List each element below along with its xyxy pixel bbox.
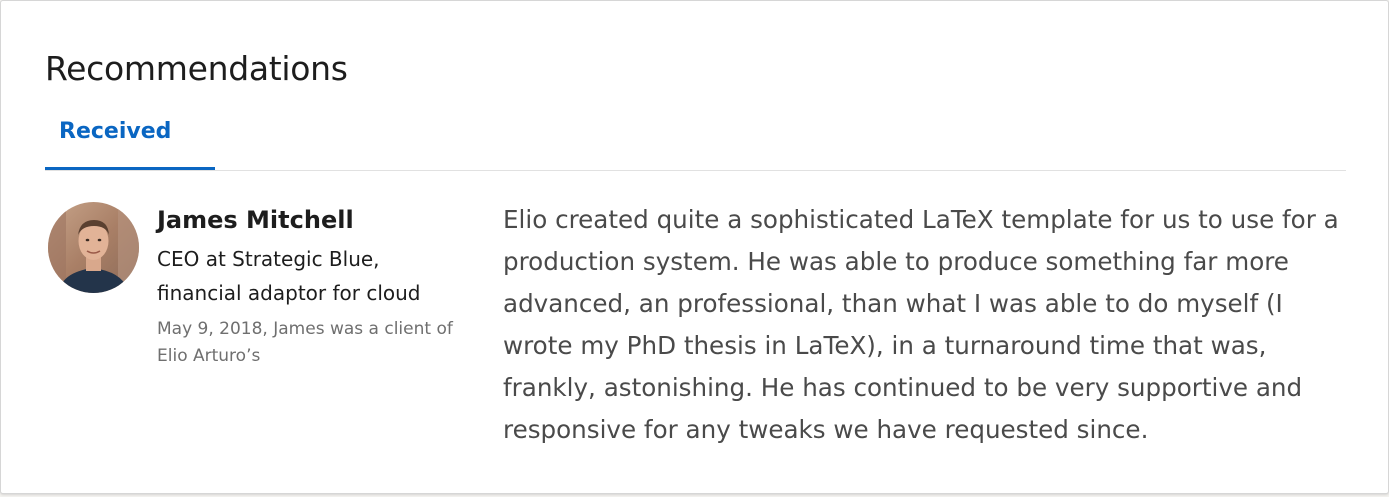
- avatar[interactable]: [48, 202, 139, 293]
- section-title: Recommendations: [45, 49, 348, 88]
- recommendation-text: Elio created quite a sophisticated LaTeX template for us to use for a production system. He was able to produce something far more advanced, an professional, than what I was able to do myself (I wrote my PhD thesis in LaTeX), in a turnaround time that was, frankly, astonishing. He has continued to be very supportive and responsive for any tweaks we have requested since.: [503, 205, 1339, 444]
- recommendation-meta: May 9, 2018, James was a client of Elio Arturo’s: [157, 319, 453, 366]
- recommender-info: [157, 203, 477, 370]
- tab-received-label: Received: [59, 119, 172, 144]
- recommender-name[interactable]: James Mitchell: [157, 206, 354, 234]
- recommender-headline: CEO at Strategic Blue, financial adaptor for cloud: [157, 247, 421, 305]
- avatar-photo: [48, 202, 139, 293]
- tab-received[interactable]: [45, 113, 215, 170]
- recommendation-tabs: [45, 113, 1346, 171]
